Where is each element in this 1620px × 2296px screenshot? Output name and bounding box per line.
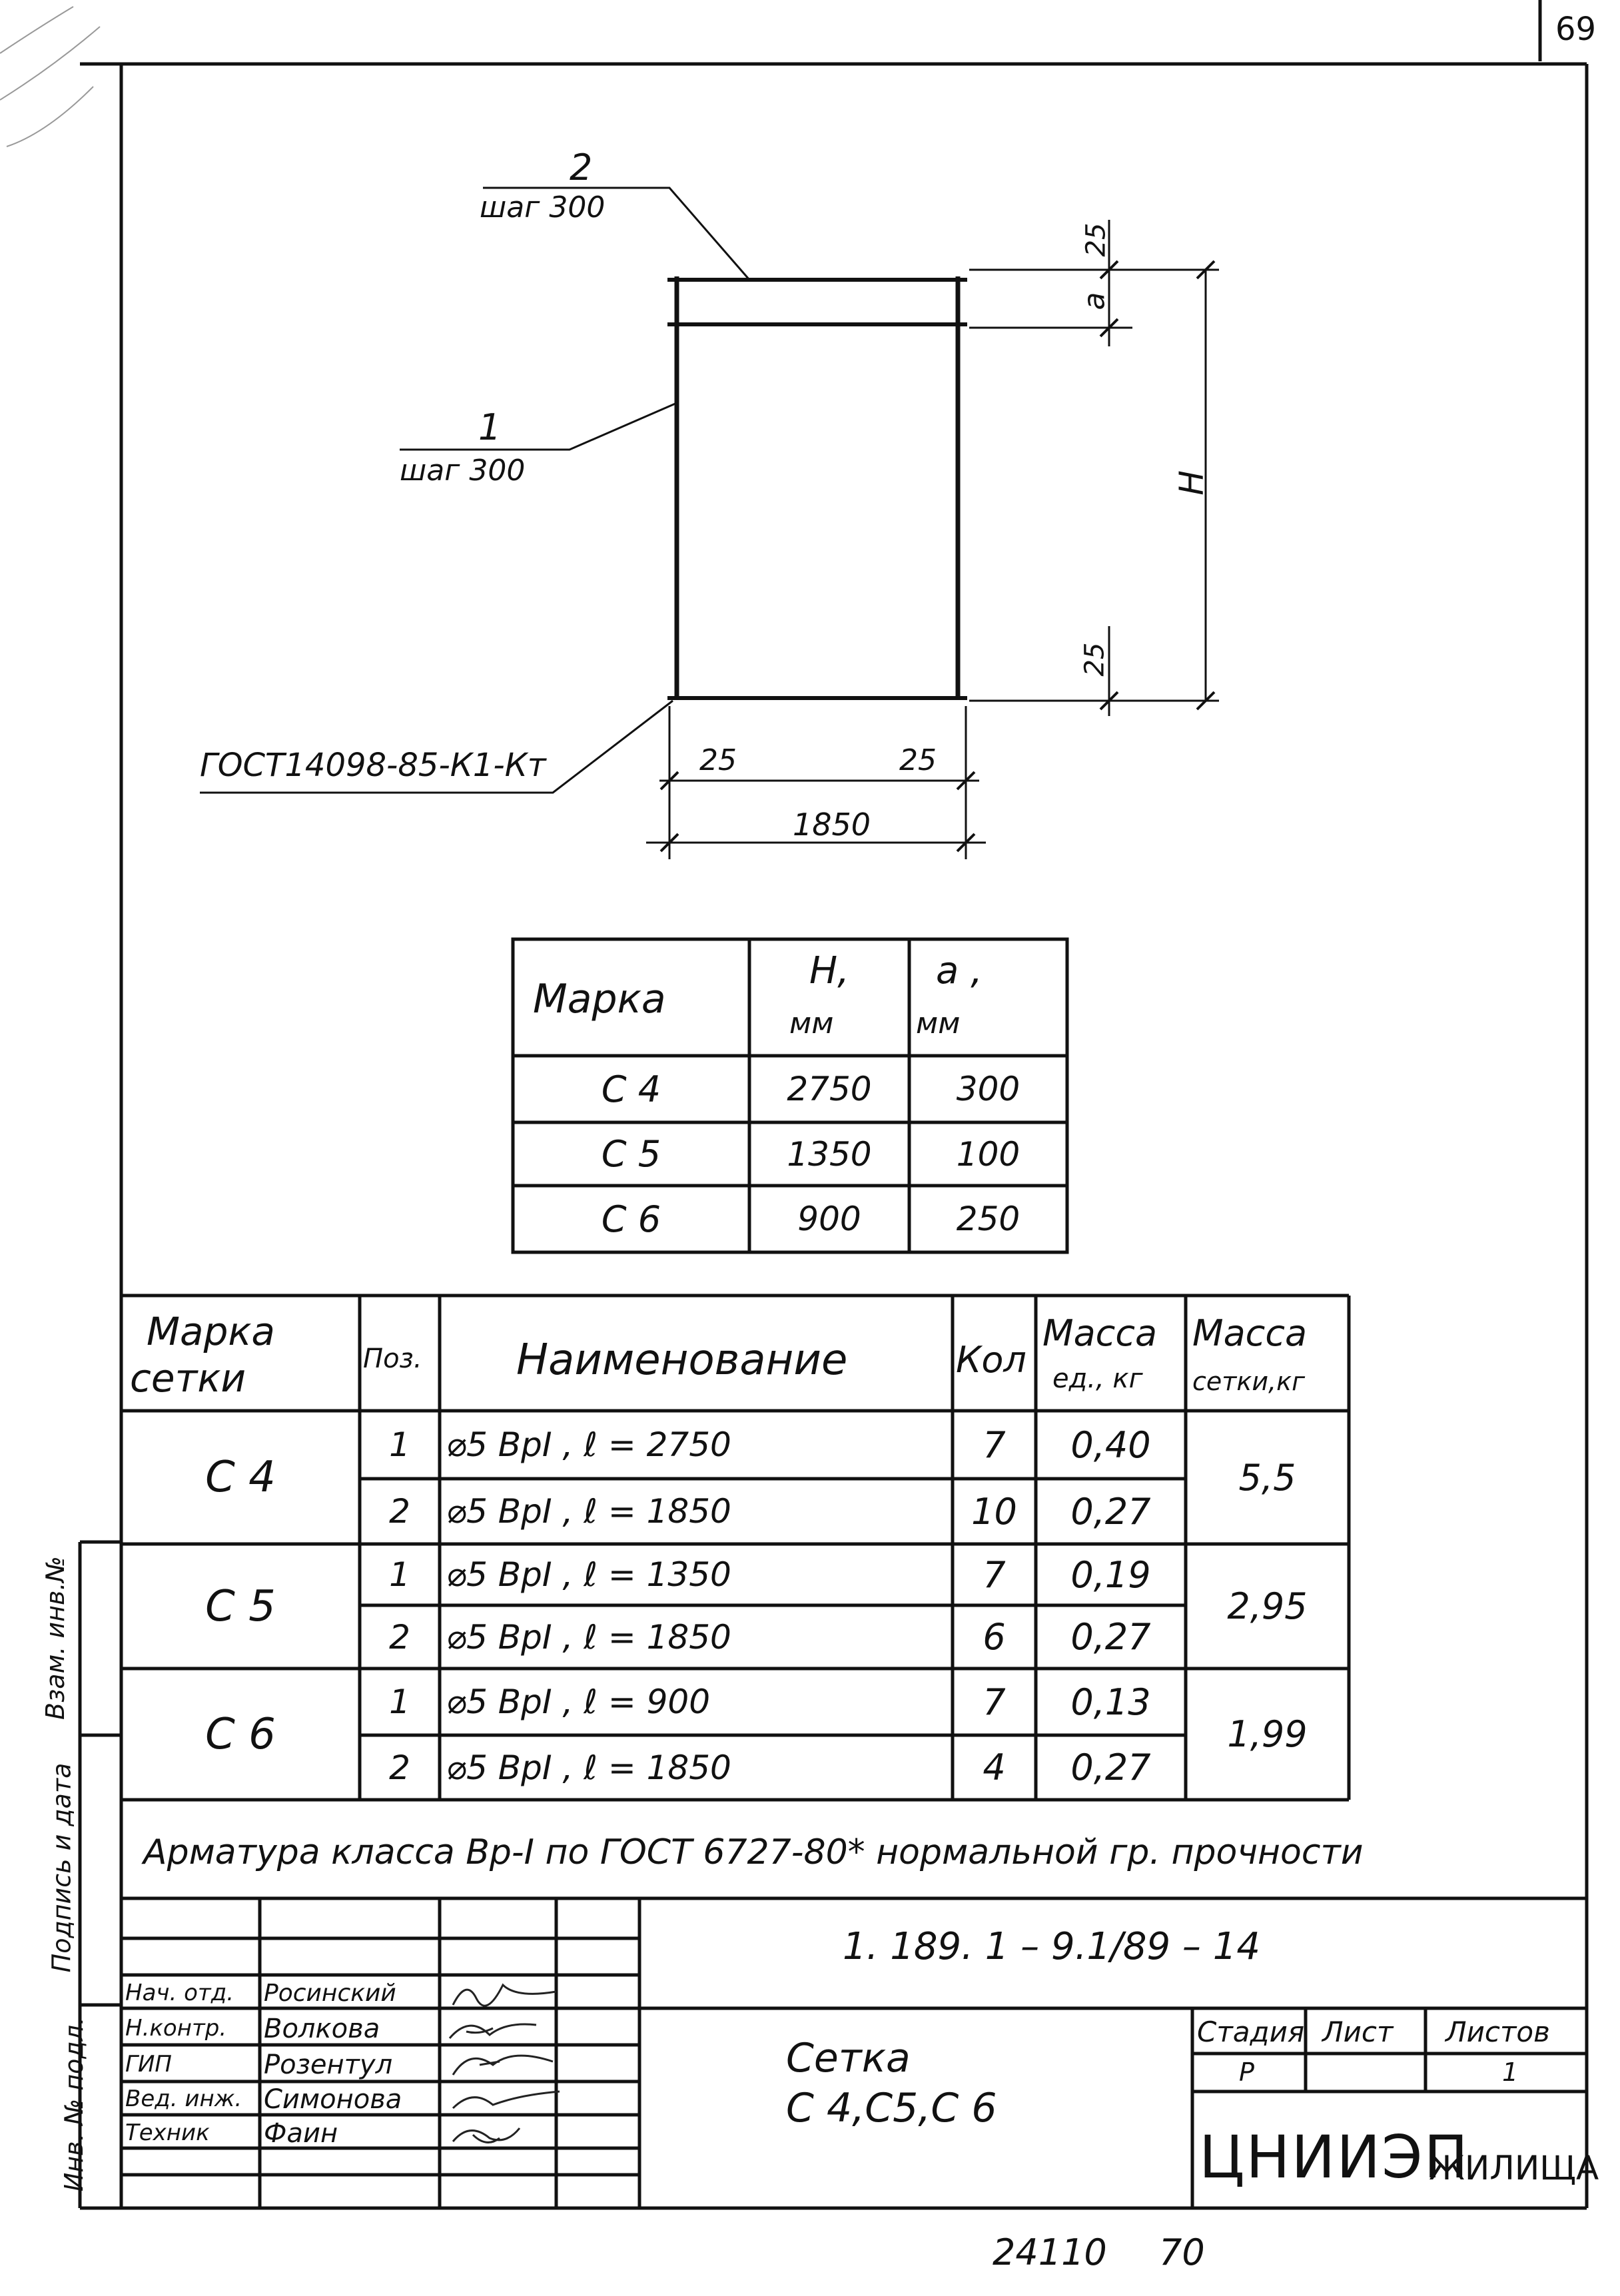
side-stamp-inv: Инв. № подл. (59, 2016, 89, 2192)
spec-item-qty: 10 (971, 1490, 1017, 1533)
spec-item-mass: 0,13 (1070, 1681, 1151, 1723)
spec-item-qty: 7 (983, 1423, 1006, 1466)
stage-value: Р (1239, 2058, 1254, 2087)
mark-table-header-a: a , (936, 949, 983, 992)
spec-item-name: ⌀5 ВрⅠ , ℓ = 1350 (446, 1555, 731, 1594)
title-role: Вед. инж. (125, 2086, 242, 2112)
spec-group-total: 1,99 (1227, 1713, 1308, 1755)
spec-item-pos: 2 (389, 1492, 410, 1531)
spec-item-mass: 0,27 (1070, 1616, 1151, 1658)
mark-table-row-h: 900 (797, 1200, 861, 1238)
mark-table-row-a: 300 (956, 1070, 1020, 1108)
spec-item-pos: 1 (389, 1425, 410, 1464)
org-name: ЦНИИЭП (1199, 2123, 1469, 2191)
dim-h: H (1172, 470, 1211, 496)
dim-bottom-25: 25 (1079, 642, 1110, 677)
title-role: Нач. отд. (125, 1980, 234, 2006)
spec-header-unit-mass-1: Масса (1042, 1312, 1158, 1354)
spec-group-mark: С 6 (205, 1709, 276, 1759)
mark-table-row-h: 1350 (787, 1134, 872, 1174)
mark-table-row-a: 250 (956, 1200, 1020, 1238)
mark-table-header-h: H, (809, 949, 849, 992)
spec-item-pos: 2 (389, 1748, 410, 1787)
spec-item-pos: 1 (389, 1555, 410, 1594)
title-name: Розентул (264, 2050, 393, 2080)
spec-group-total: 5,5 (1238, 1456, 1296, 1499)
mark-table-header-h-unit: мм (789, 1006, 834, 1040)
drawing-title-2: С 4,С5,С 6 (786, 2085, 997, 2131)
spec-group-mark: С 4 (205, 1453, 276, 1502)
dim-right-25: 25 (899, 743, 937, 777)
title-name: Волкова (264, 2014, 380, 2044)
spec-header-qty: Кол (956, 1339, 1026, 1381)
spec-group-total: 2,95 (1227, 1585, 1308, 1627)
mark-table-header-mark: Марка (533, 976, 666, 1022)
title-role: Н.контр. (125, 2015, 227, 2042)
side-stamp-signature: Подпись и дата (47, 1762, 77, 1973)
reinforcement-note: Арматура класса Вр-Ⅰ по ГОСТ 6727-80* нормальной гр. прочности (143, 1832, 1364, 1872)
stage-label: Стадия (1197, 2016, 1305, 2048)
spec-item-qty: 7 (983, 1553, 1006, 1596)
dim-left-25: 25 (699, 743, 737, 777)
spec-header-mark-2: сетки (130, 1355, 246, 1401)
archive-stamp (0, 7, 100, 147)
position-1-label: 1 (478, 406, 502, 448)
weld-reference: ГОСТ14098-85-К1-Кт (200, 747, 546, 784)
sheets-value: 1 (1502, 2058, 1519, 2087)
spec-item-qty: 4 (983, 1746, 1006, 1788)
spec-item-name: ⌀5 ВрⅠ , ℓ = 2750 (446, 1425, 731, 1464)
position-2-label: 2 (570, 147, 593, 189)
spec-header-mesh-mass-2: сетки,кг (1192, 1367, 1306, 1396)
title-role: ГИП (125, 2051, 172, 2078)
mark-table-row-a: 100 (956, 1134, 1020, 1174)
spec-item-mass: 0,19 (1070, 1553, 1151, 1596)
sheet-label: Лист (1322, 2016, 1394, 2048)
sheet-number: 69 (1555, 11, 1597, 48)
spec-header-unit-mass-2: ед., кг (1052, 1363, 1143, 1394)
mark-table-row-h: 2750 (787, 1070, 872, 1108)
spec-item-pos: 1 (389, 1683, 410, 1721)
title-name: Симонова (264, 2084, 402, 2115)
spec-header-mesh-mass-1: Масса (1192, 1312, 1308, 1354)
spec-header-pos: Поз. (363, 1343, 422, 1374)
spec-item-pos: 2 (389, 1617, 410, 1657)
title-role: Техник (125, 2119, 210, 2146)
spec-item-mass: 0,40 (1070, 1423, 1151, 1466)
title-name: Росинский (264, 1980, 396, 2007)
position-1-step: шаг 300 (400, 454, 526, 488)
spec-group-mark: С 5 (205, 1581, 276, 1631)
side-stamp-replace: Взам. инв.№ (40, 1556, 70, 1720)
footer-page-number: 70 (1159, 2231, 1205, 2273)
dim-a: a (1077, 292, 1112, 310)
spec-header-mark-1: Марка (147, 1309, 275, 1354)
sheets-label: Листов (1445, 2016, 1550, 2048)
footer-archive-number: 24110 (993, 2231, 1107, 2273)
mark-table-header-a-unit: мм (916, 1006, 961, 1040)
spec-item-name: ⌀5 ВрⅠ , ℓ = 1850 (446, 1492, 731, 1531)
spec-item-name: ⌀5 ВрⅠ , ℓ = 900 (446, 1683, 711, 1721)
spec-item-mass: 0,27 (1070, 1490, 1151, 1533)
title-name: Фаин (264, 2118, 338, 2149)
spec-item-qty: 6 (983, 1616, 1006, 1658)
dim-width-1850: 1850 (793, 807, 871, 843)
position-2-step: шаг 300 (480, 191, 606, 224)
mark-table-row-mark: С 6 (601, 1198, 661, 1240)
org-name-suffix: ЖИЛИЩА (1429, 2149, 1599, 2187)
drawing-code: 1. 189. 1 – 9.1/89 – 14 (843, 1925, 1260, 1968)
spec-header-name: Наименование (516, 1336, 848, 1385)
mark-table-row-mark: С 5 (601, 1133, 661, 1175)
mark-table-row-mark: С 4 (601, 1068, 661, 1110)
drawing-title-1: Сетка (786, 2035, 911, 2082)
spec-item-mass: 0,27 (1070, 1746, 1151, 1788)
spec-item-name: ⌀5 ВрⅠ , ℓ = 1850 (446, 1617, 731, 1657)
spec-item-name: ⌀5 ВрⅠ , ℓ = 1850 (446, 1748, 731, 1787)
spec-item-qty: 7 (983, 1681, 1006, 1723)
dim-top-25: 25 (1080, 222, 1112, 257)
